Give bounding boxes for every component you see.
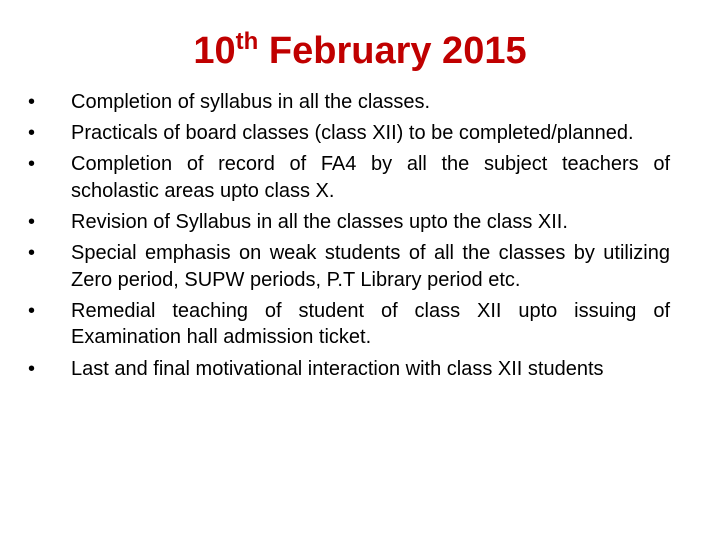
bullet-text: Completion of syllabus in all the classes.: [71, 91, 431, 113]
bullet-item: [28, 209, 670, 236]
bullet-dot-icon: •: [28, 299, 36, 322]
bullet-text: Completion of record of FA4 by all the subject teachers of scholastic areas upto class X.: [71, 153, 670, 202]
bullet-text: Practicals of board classes (class XII) to be completed/planned.: [71, 122, 634, 145]
slide-title: [0, 26, 720, 81]
title-day: 10: [193, 30, 236, 72]
bullet-dot-icon: •: [28, 357, 36, 380]
bullet-dot-icon: •: [28, 211, 36, 234]
bullet-item: [28, 356, 670, 383]
title-ordinal-suffix: th: [235, 28, 259, 55]
bullet-text: Remedial teaching of student of class XII upto issuing of Examination hall admission ticket.: [71, 299, 670, 349]
title-month-year: February 2015: [258, 30, 527, 72]
bullet-text: Revision of Syllabus in all the classes upto the class XII.: [71, 211, 568, 234]
bullet-text: Last and final motivational interaction with class XII students: [71, 357, 604, 380]
bullet-dot-icon: •: [28, 122, 36, 145]
bullet-item: [28, 120, 670, 147]
bullet-item: [28, 89, 670, 116]
bullet-dot-icon: •: [28, 242, 36, 265]
bullet-item: [28, 151, 670, 204]
bullet-dot-icon: •: [28, 91, 36, 113]
bullet-text: Special emphasis on weak students of all the classes by utilizing Zero period, SUPW periods, P.T Library period etc.: [71, 242, 670, 291]
bullet-item: [28, 240, 670, 293]
bullet-dot-icon: •: [28, 153, 36, 176]
bullet-list: [28, 89, 670, 387]
bullet-item: [28, 298, 670, 351]
